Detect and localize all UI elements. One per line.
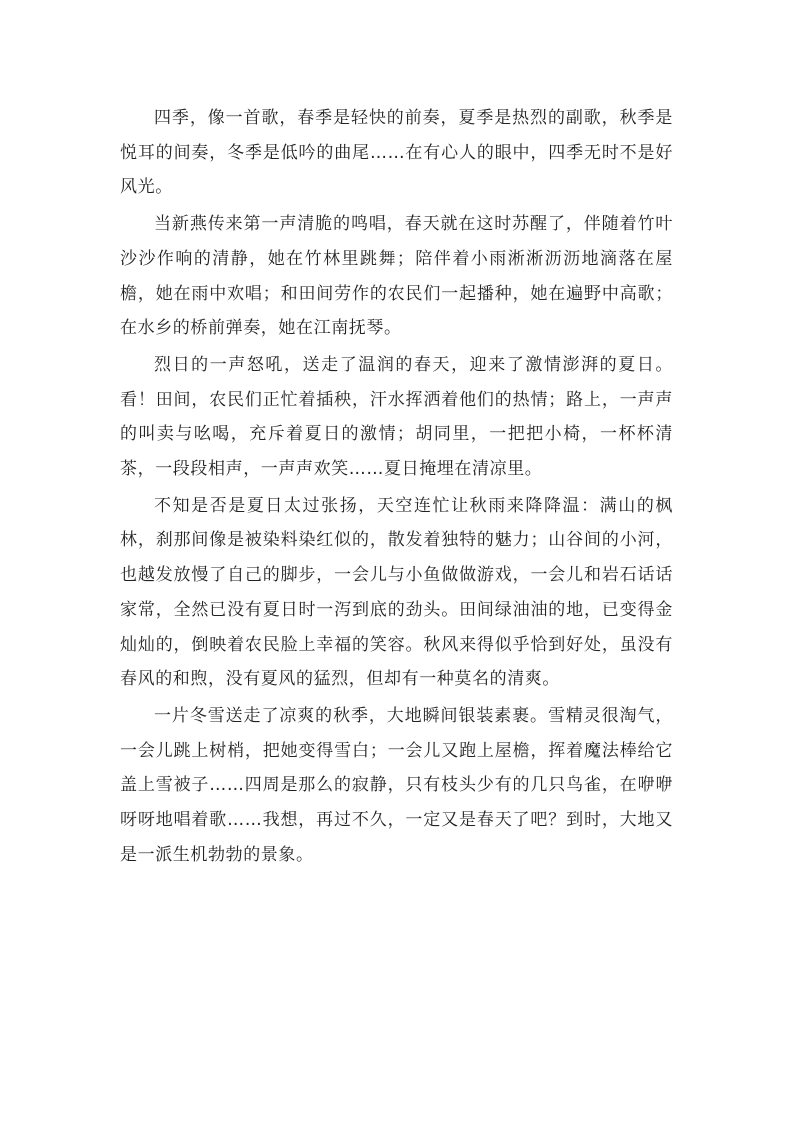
document-body — [120, 101, 673, 872]
paragraph-summer: 烈日的一声怒吼，送走了温润的春天，迎来了激情澎湃的夏日。看！田间，农民们正忙着插秧，汗水挥洒着他们的热情；路上，一声声的叫卖与吆喝，充斥着夏日的激情；胡同里，一把把小椅，一杯杯清茶，一段段相声，一声声欢笑……夏日掩埋在清凉里。 — [120, 354, 673, 480]
paragraph-intro: 四季，像一首歌，春季是轻快的前奏，夏季是热烈的副歌，秋季是悦耳的间奏，冬季是低吟的曲尾……在有心人的眼中，四季无时不是好风光。 — [120, 108, 673, 198]
paragraph-autumn: 不知是否是夏日太过张扬，天空连忙让秋雨来降降温：满山的枫林，刹那间像是被染料染红似的，散发着独特的魅力；山谷间的小河，也越发放慢了自己的脚步，一会儿与小鱼做做游戏，一会儿和岩石话话家常，全然已没有夏日时一泻到底的劲头。田间绿油油的地，已变得金灿灿的，倒映着农民脸上幸福的笑容。秋风来得似乎恰到好处，虽没有春风的和煦，没有夏风的猛烈，但却有一种莫名的清爽。 — [120, 495, 673, 690]
paragraph-winter: 一片冬雪送走了凉爽的秋季，大地瞬间银装素裹。雪精灵很淘气，一会儿跳上树梢，把她变得雪白；一会儿又跑上屋檐，挥着魔法棒给它盖上雪被子……四周是那么的寂静，只有枝头少有的几只鸟雀，在咿咿呀呀地唱着歌……我想，再过不久，一定又是春天了吧？到时，大地又是一派生机勃勃的景象。 — [120, 705, 673, 865]
paragraph-spring: 当新燕传来第一声清脆的鸣唱，春天就在这时苏醒了，伴随着竹叶沙沙作响的清静，她在竹林里跳舞；陪伴着小雨淅淅沥沥地滴落在屋檐，她在雨中欢唱；和田间劳作的农民们一起播种，她在遍野中高歌；在水乡的桥前弹奏，她在江南抚琴。 — [120, 214, 673, 339]
